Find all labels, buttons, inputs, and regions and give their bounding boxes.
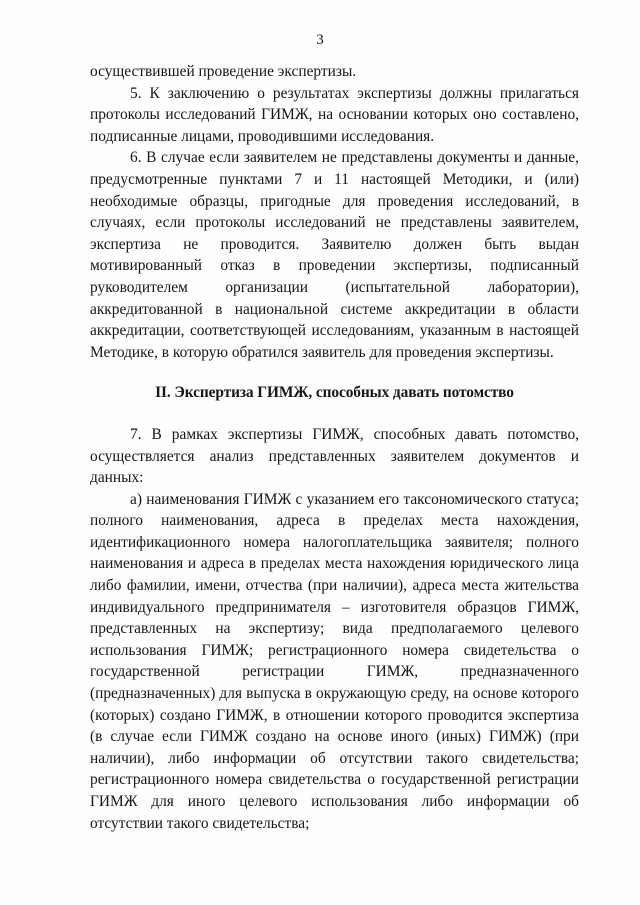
section-heading: II. Экспертиза ГИМЖ, способных давать потомство xyxy=(155,384,514,402)
document-body xyxy=(90,61,579,834)
page-number: 3 xyxy=(316,32,324,48)
paragraph-item-7: 7. В рамках экспертизы ГИМЖ, способных давать потомство, осуществляется анализ представленных заявителем документов и данных: xyxy=(90,425,579,487)
paragraph-item-6: 6. В случае если заявителем не представлены документы и данные, предусмотренные пунктами 7 и 11 настоящей Методики, и (или) необходимые образцы, пригодные для проведения исследований, в случаях, если протоколы исследований не представлены заявителем, экспертиза не проводится. Заявителю должен быть выдан мотивированный отказ в проведении экспертизы, подписанный руководителем организации (испытательной лаборатории), аккредитованной в национальной системе аккредитации в области аккредитации, соответствующей исследованиям, указанным в настоящей Методике, в которую обратился заявитель для проведения экспертизы. xyxy=(90,149,579,361)
paragraph-item-5: 5. К заключению о результатах экспертизы должны прилагаться протоколы исследований ГИМЖ, на основании которых оно составлено, подписанные лицами, проводившими исследования. xyxy=(90,84,579,145)
paragraph-continuation: осуществившей проведение экспертизы. xyxy=(90,63,357,80)
paragraph-subitem-a: а) наименования ГИМЖ с указанием его таксономического статуса; полного наименования, адреса в пределах места нахождения, идентификационного номера налогоплательщика заявителя; полного наименования и адреса в пределах места нахождения юридического лица либо фамилии, имени, отчества (при наличии), адреса места жительства индивидуального предпринимателя – изготовителя образцов ГИМЖ, представленных на экспертизу; вида предполагаемого целевого использования ГИМЖ; регистрационного номера свидетельства о государственной регистрации ГИМЖ, предназначенного (предназначенных) для выпуска в окружающую среду, на основе которого (которых) создано ГИМЖ, в отношении которого проводится экспертиза (в случае если ГИМЖ создано на основе иного (иных) ГИМЖ) (при наличии), либо информации об отсутствии такого свидетельства; регистрационного номера свидетельства о государственной регистрации ГИМЖ для иного целевого использования либо информации об отсутствии такого свидетельства; xyxy=(90,490,579,832)
